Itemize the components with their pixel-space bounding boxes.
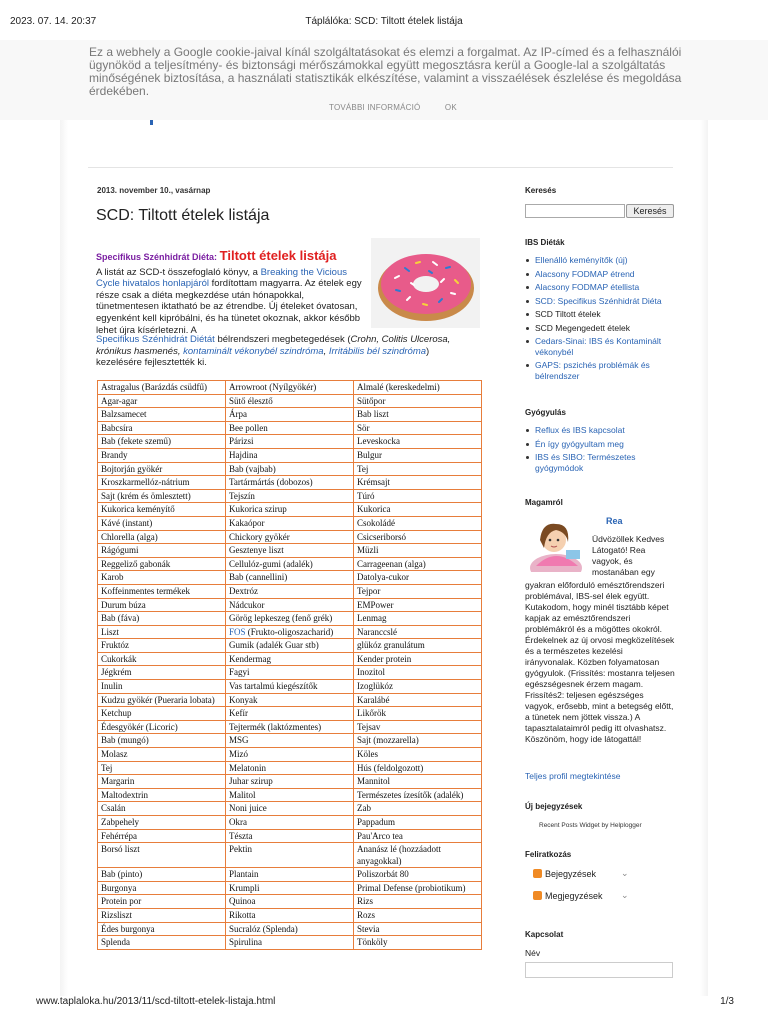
table-cell: Tejsav: [354, 720, 482, 734]
more-info-button[interactable]: TOVÁBBI INFORMÁCIÓ: [329, 103, 421, 112]
feed-comments[interactable]: [533, 890, 629, 901]
table-cell: Spirulina: [226, 936, 354, 950]
intro-text: ) kezelésére fejlesztették ki.: [96, 345, 430, 369]
page-shadow-left: [60, 120, 68, 1000]
rss-icon: [533, 869, 542, 878]
print-page-title: Táplálóka: SCD: Tiltott ételek listája: [305, 16, 463, 27]
page-shadow-right: [700, 120, 708, 1000]
table-cell: Rizs: [354, 895, 482, 909]
table-cell: Splenda: [98, 936, 226, 950]
table-cell: Kávé (instant): [98, 516, 226, 530]
ibs-link[interactable]: Irritábilis bél szindróma: [328, 345, 427, 357]
table-cell: Bab liszt: [354, 408, 482, 422]
intro-italic: Crohn, Colitis Ulcerosa, krónikus hasmenés,: [96, 334, 451, 357]
table-cell: Édes burgonya: [98, 922, 226, 936]
table-cell: Kudzu gyökér (Pueraria lobata): [98, 693, 226, 707]
table-cell: Bab (fáva): [98, 612, 226, 626]
table-row: [98, 802, 482, 816]
table-cell: Cukorkák: [98, 652, 226, 666]
table-cell: Lenmag: [354, 612, 482, 626]
about-text: gyakran előforduló emésztőrendszeri problémával, IBS-sel élek együtt. Kutakodom, hogy minél tisztább képet kapjak az emésztőrendszeri problémákról és a mögöttes okokról. Érdekelnek az új orvosi megközelítések és a természetes kezelési irányvonalak. Közben folyamatosan gyógyulok. (Frissítés: mostanra teljesen egészségesnek érzem magam. Frissítés2: teljesen egészséges vagyok, erősebb, mint a betegség előtt, a tünetek nem jöttek vissza.) A tapasztalataimról pedig itt olvashatsz. Köszönöm, hogy ide látogattál!: [525, 580, 675, 744]
table-cell: Krumpli: [226, 881, 354, 895]
table-cell: Naranccslé: [354, 625, 482, 639]
print-header: [0, 0, 768, 40]
table-cell: Zabpehely: [98, 816, 226, 830]
chevron-down-icon[interactable]: ⌄: [621, 868, 629, 878]
ibs-diet-item[interactable]: Cedars-Sinai: IBS és Kontaminált vékonybél: [525, 336, 675, 357]
healing-item[interactable]: Én így gyógyultam meg: [525, 439, 675, 450]
subscribe-title: Feliratkozás: [525, 850, 572, 859]
print-page-number: 1/3: [720, 996, 734, 1007]
table-cell: Hús (feldolgozott): [354, 761, 482, 775]
table-row: [98, 652, 482, 666]
table-cell: Ketchup: [98, 707, 226, 721]
ibs-diet-item[interactable]: GAPS: pszichés problémák és bélrendszer: [525, 360, 675, 381]
table-cell: Csicseriborsó: [354, 530, 482, 544]
table-cell: Kroszkarmellóz-nátrium: [98, 476, 226, 490]
table-cell: Inozitol: [354, 666, 482, 680]
about-text: Üdvözöllek Kedves Látogató! Rea vagyok, és mostanában egy: [592, 534, 665, 577]
table-cell: Primal Defense (probiotikum): [354, 881, 482, 895]
table-cell: Rikotta: [226, 908, 354, 922]
table-cell: Sütő élesztő: [226, 394, 354, 408]
table-cell: Bab (cannellini): [226, 571, 354, 585]
table-cell: Carrageenan (alga): [354, 557, 482, 571]
search-input[interactable]: [525, 204, 625, 218]
table-row: [98, 394, 482, 408]
table-cell: Astragalus (Barázdás csüdfű): [98, 381, 226, 395]
bvc-link[interactable]: Breaking the Vicious Cycle hivatalos honlapjáról: [96, 266, 347, 290]
table-row: [98, 775, 482, 789]
fos-link[interactable]: FOS: [229, 626, 246, 637]
table-cell: Sucralóz (Splenda): [226, 922, 354, 936]
table-cell: Jégkrém: [98, 666, 226, 680]
ibs-diet-item[interactable]: Alacsony FODMAP étrend: [525, 269, 675, 280]
table-cell: Molasz: [98, 748, 226, 762]
feed-posts-label: Bejegyzések: [545, 869, 597, 879]
table-cell: Fehérrépa: [98, 829, 226, 843]
table-row: [98, 895, 482, 909]
table-row: [98, 868, 482, 882]
print-footer: [0, 996, 768, 1024]
table-cell: Karob: [98, 571, 226, 585]
table-cell: Burgonya: [98, 881, 226, 895]
table-row: [98, 625, 482, 639]
table-row: [98, 503, 482, 517]
table-row: [98, 435, 482, 449]
table-cell: Kefír: [226, 707, 354, 721]
table-cell: MSG: [226, 734, 354, 748]
table-row: [98, 516, 482, 530]
full-profile-link[interactable]: Teljes profil megtekintése: [525, 771, 621, 781]
table-row: [98, 881, 482, 895]
cookie-banner: [0, 40, 768, 120]
table-cell: Karalábé: [354, 693, 482, 707]
table-cell: Mannitol: [354, 775, 482, 789]
search-button[interactable]: Keresés: [626, 204, 674, 218]
table-cell: Sör: [354, 421, 482, 435]
table-cell: Borsó liszt: [98, 843, 226, 868]
table-row: [98, 829, 482, 843]
diet-label: Specifikus Szénhidrát Diéta:: [96, 252, 218, 262]
table-row: [98, 530, 482, 544]
table-cell: Tejtermék (laktózmentes): [226, 720, 354, 734]
table-cell: Kender protein: [354, 652, 482, 666]
ibs-diet-item[interactable]: Ellenálló keményítők (új): [525, 255, 675, 266]
post-date: 2013. november 10., vasárnap: [97, 186, 211, 195]
table-cell: Vas tartalmú kiegészítők: [226, 680, 354, 694]
ibs-diet-item[interactable]: Alacsony FODMAP étellista: [525, 282, 675, 293]
table-cell: Konyak: [226, 693, 354, 707]
table-cell: Kendermag: [226, 652, 354, 666]
table-cell: Rágógumi: [98, 544, 226, 558]
table-cell: Bab (fekete szemű): [98, 435, 226, 449]
table-row: [98, 421, 482, 435]
table-cell: Maltodextrin: [98, 788, 226, 802]
table-cell: Plantain: [226, 868, 354, 882]
table-cell: Fruktóz: [98, 639, 226, 653]
table-cell: Dextróz: [226, 584, 354, 598]
contact-title: Kapcsolat: [525, 930, 564, 939]
divider: [88, 167, 673, 168]
rss-icon: [533, 891, 542, 900]
intro-continuation: [96, 334, 476, 369]
table-cell: Fagyi: [226, 666, 354, 680]
table-cell: Juhar szirup: [226, 775, 354, 789]
avatar[interactable]: [526, 518, 586, 572]
post-title[interactable]: SCD: Tiltott ételek listája: [96, 207, 270, 224]
healing-title: Gyógyulás: [525, 408, 566, 417]
feed-comments-label: Megjegyzések: [545, 891, 603, 901]
table-row: [98, 476, 482, 490]
healing-item[interactable]: Reflux és IBS kapcsolat: [525, 425, 675, 436]
table-cell: Pappadum: [354, 816, 482, 830]
table-cell: Liszt: [98, 625, 226, 639]
table-cell: Inulin: [98, 680, 226, 694]
table-row: [98, 761, 482, 775]
table-cell: Bab (mungó): [98, 734, 226, 748]
donut-image: [371, 238, 480, 328]
table-cell: Sütőpor: [354, 394, 482, 408]
table-cell: Tej: [98, 761, 226, 775]
table-cell: Kukorica: [354, 503, 482, 517]
table-cell: Poliszorbát 80: [354, 868, 482, 882]
table-row: [98, 666, 482, 680]
table-cell: Mizó: [226, 748, 354, 762]
table-cell: Természetes ízesítők (adalék): [354, 788, 482, 802]
table-row: [98, 680, 482, 694]
ibs-diet-item[interactable]: SCD: Specifikus Szénhidrát Diéta: [525, 296, 675, 307]
table-cell: Kakaópor: [226, 516, 354, 530]
table-cell: Tartármártás (dobozos): [226, 476, 354, 490]
table-cell: Babcsíra: [98, 421, 226, 435]
table-cell: Almalé (kereskedelmi): [354, 381, 482, 395]
table-row: [98, 720, 482, 734]
search-title: Keresés: [525, 186, 557, 195]
table-cell: Árpa: [226, 408, 354, 422]
name-label: Név: [525, 948, 541, 958]
table-cell: Köles: [354, 748, 482, 762]
table-row: [98, 571, 482, 585]
table-cell: Bee pollen: [226, 421, 354, 435]
ibs-diets-title: IBS Diéták: [525, 238, 565, 247]
ibs-diets-list: [525, 255, 675, 381]
table-cell: Melatonin: [226, 761, 354, 775]
table-row: [98, 448, 482, 462]
intro-sep: ,: [323, 345, 329, 357]
table-cell: Görög lepkeszeg (fenő grék): [226, 612, 354, 626]
table-cell: Pau'Arco tea: [354, 829, 482, 843]
table-cell: Gesztenye liszt: [226, 544, 354, 558]
table-cell: Stevia: [354, 922, 482, 936]
table-cell: Malitol: [226, 788, 354, 802]
table-cell: Datolya-cukor: [354, 571, 482, 585]
table-row: [98, 936, 482, 950]
cookie-message: Ez a webhely a Google cookie-jaival kínál szolgáltatásokat és elemzi a forgalmat. Az IP-címed és a felhasználói ügynököd a teljesítmény- és biztonsági mérőszámokkal együtt megosztásra kerül a Google-lal a szolgáltatás minőségének biztosítása, a használati statisztikák elkészítése, valamint a visszaélések észlelése és megoldása érdekében.: [89, 45, 682, 98]
table-cell: Brandy: [98, 448, 226, 462]
table-cell: Sajt (mozzarella): [354, 734, 482, 748]
table-cell: Bulgur: [354, 448, 482, 462]
forbidden-foods-table: [97, 380, 482, 950]
table-cell: Tészta: [226, 829, 354, 843]
widget-credit[interactable]: Recent Posts Widget by Helplogger: [539, 822, 642, 829]
table-cell: Reggeliző gabonák: [98, 557, 226, 571]
new-posts-title: Új bejegyzések: [525, 802, 583, 811]
table-cell: Kukorica keményítő: [98, 503, 226, 517]
table-cell: Bab (pinto): [98, 868, 226, 882]
table-cell: Protein por: [98, 895, 226, 909]
table-row: [98, 639, 482, 653]
table-cell: Párizsi: [226, 435, 354, 449]
healing-item[interactable]: IBS és SIBO: Természetes gyógymódok: [525, 452, 675, 473]
table-cell: Ananász lé (hozzáadott anyagokkal): [354, 843, 482, 868]
table-cell: Margarin: [98, 775, 226, 789]
table-row: [98, 707, 482, 721]
table-row: [98, 612, 482, 626]
about-title: Magamról: [525, 498, 563, 507]
ibs-diet-item: SCD Megengedett ételek: [525, 323, 675, 334]
table-row: [98, 489, 482, 503]
table-cell: Kukorica szirup: [226, 503, 354, 517]
table-row: [98, 381, 482, 395]
list-heading: Tiltott ételek listája: [219, 248, 337, 263]
table-cell: Leveskocka: [354, 435, 482, 449]
table-cell: Durum búza: [98, 598, 226, 612]
scd-link[interactable]: Specifikus Szénhidrát Diétát: [96, 334, 215, 345]
table-cell: [226, 625, 354, 639]
table-cell: EMPower: [354, 598, 482, 612]
svs-link[interactable]: kontaminált vékonybél szindróma: [183, 345, 324, 357]
intro-text: bélrendszeri megbetegedések (: [214, 334, 351, 345]
table-cell: Sajt (krém és ömlesztett): [98, 489, 226, 503]
name-field[interactable]: [525, 962, 673, 978]
table-cell: Chickory gyökér: [226, 530, 354, 544]
table-cell: Tejszín: [226, 489, 354, 503]
table-cell: Müzli: [354, 544, 482, 558]
header-fragment: [150, 120, 153, 125]
table-cell: Gumik (adalék Guar stb): [226, 639, 354, 653]
table-row: [98, 584, 482, 598]
cell-text: (Frukto-oligoszacharid): [245, 626, 334, 637]
table-cell: Zab: [354, 802, 482, 816]
table-row: [98, 734, 482, 748]
table-cell: Pektin: [226, 843, 354, 868]
table-cell: Tönköly: [354, 936, 482, 950]
table-cell: Quinoa: [226, 895, 354, 909]
table-cell: Csokoládé: [354, 516, 482, 530]
intro-text: A listát az SCD-t összefoglaló könyv, a: [96, 266, 261, 278]
table-cell: Chlorella (alga): [98, 530, 226, 544]
table-cell: Likőrök: [354, 707, 482, 721]
author-name[interactable]: Rea: [606, 516, 623, 526]
chevron-down-icon[interactable]: ⌄: [621, 890, 629, 900]
table-cell: Túró: [354, 489, 482, 503]
table-row: [98, 598, 482, 612]
table-cell: Nádcukor: [226, 598, 354, 612]
table-cell: Rozs: [354, 908, 482, 922]
table-cell: Okra: [226, 816, 354, 830]
healing-list: [525, 425, 675, 473]
table-cell: Bojtorján gyökér: [98, 462, 226, 476]
table-cell: Izoglükóz: [354, 680, 482, 694]
ok-button[interactable]: OK: [444, 103, 457, 112]
table-row: [98, 693, 482, 707]
table-cell: Rizsliszt: [98, 908, 226, 922]
ibs-diet-item: SCD Tiltott ételek: [525, 309, 675, 320]
table-row: [98, 843, 482, 868]
table-cell: Tej: [354, 462, 482, 476]
table-cell: Cellulóz-gumi (adalék): [226, 557, 354, 571]
table-cell: glükóz granulátum: [354, 639, 482, 653]
table-row: [98, 462, 482, 476]
table-row: [98, 557, 482, 571]
table-row: [98, 922, 482, 936]
table-cell: Arrowroot (Nyílgyökér): [226, 381, 354, 395]
intro-text: fordítottam magyarra. Az ételek egy része csak a diéta megkezdése után hónapokkal, tünetmentesen iktatható be az étrendbe. Új ételeket óvatosan, egyenként kell kipróbálni, és ha tünetet okoznak, akkor később lehet újra kísérletezni. A: [96, 278, 362, 336]
table-row: [98, 408, 482, 422]
table-row: [98, 748, 482, 762]
table-row: [98, 788, 482, 802]
print-datetime: 2023. 07. 14. 20:37: [10, 16, 97, 27]
table-row: [98, 908, 482, 922]
table-cell: Édesgyökér (Licoric): [98, 720, 226, 734]
table-cell: Bab (vajbab): [226, 462, 354, 476]
feed-posts[interactable]: [533, 868, 629, 879]
table-cell: Krémsajt: [354, 476, 482, 490]
table-cell: Noni juice: [226, 802, 354, 816]
table-cell: Tejpor: [354, 584, 482, 598]
table-cell: Hajdina: [226, 448, 354, 462]
table-cell: Agar-agar: [98, 394, 226, 408]
table-cell: Koffeinmentes termékek: [98, 584, 226, 598]
table-row: [98, 816, 482, 830]
print-url: www.taplaloka.hu/2013/11/scd-tiltott-etelek-listaja.html: [36, 996, 276, 1007]
table-cell: Csalán: [98, 802, 226, 816]
table-cell: Balzsamecet: [98, 408, 226, 422]
table-row: [98, 544, 482, 558]
